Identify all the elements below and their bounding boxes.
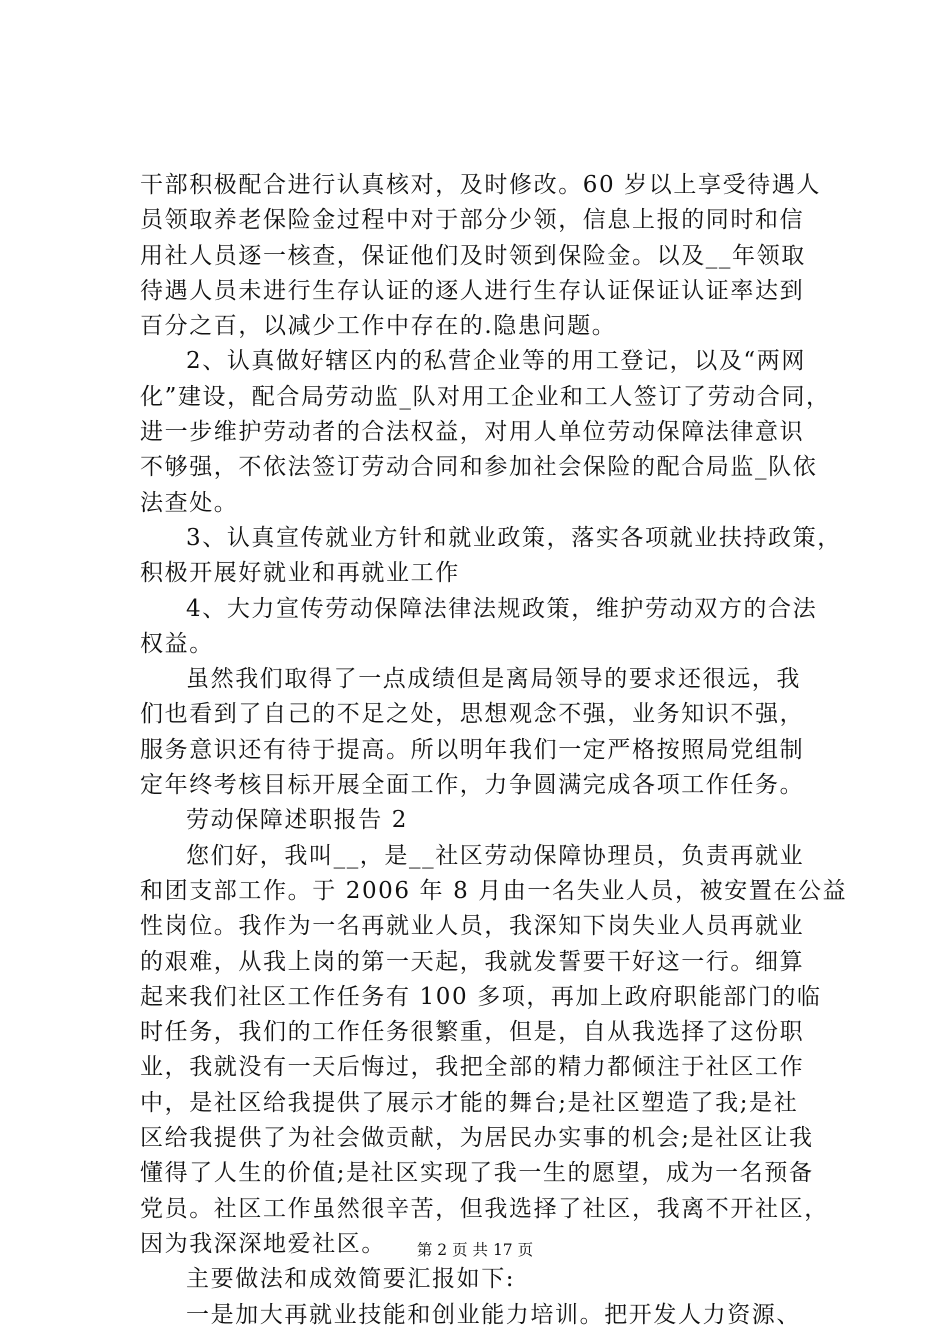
text-line: 2、认真做好辖区内的私营企业等的用工登记，以及“两网 [186, 348, 806, 375]
text-line: 主要做法和成效简要汇报如下: [186, 1266, 516, 1293]
text-line: 虽然我们取得了一点成绩但是离局领导的要求还很远，我 [186, 666, 801, 693]
text-line: 用社人员逐一核查，保证他们及时领到保险金。以及__年领取 [140, 242, 806, 269]
text-line: 定年终考核目标开展全面工作，力争圆满完成各项工作任务。 [140, 772, 805, 799]
text-line: 进一步维护劳动者的合法权益，对用人单位劳动保障法律意识 [140, 419, 805, 446]
text-line: 和团支部工作。于 2006 年 8 月由一名失业人员，被安置在公益 [140, 877, 848, 904]
text-line: 们也看到了自己的不足之处，思想观念不强，业务知识不强， [140, 701, 805, 728]
text-line: 党员。社区工作虽然很辛苦，但我选择了社区，我离不开社区， [140, 1195, 829, 1222]
text-line: 性岗位。我作为一名再就业人员，我深知下岗失业人员再就业 [140, 913, 805, 940]
page-number-footer: 第 2 页 共 17 页 [416, 1241, 534, 1259]
text-line: 不够强，不依法签订劳动合同和参加社会保险的配合局监_队依 [140, 454, 818, 481]
text-line: 权益。 [140, 630, 214, 657]
text-line: 区给我提供了为社会做贡献，为居民办实事的机会;是社区让我 [140, 1125, 814, 1152]
text-line: 百分之百，以减少工作中存在的.隐患问题。 [140, 313, 617, 340]
text-line: 化”建设，配合局劳动监_队对用工企业和工人签订了劳动合同， [140, 383, 831, 410]
text-line: 的艰难，从我上岗的第一天起，我就发誓要干好这一行。细算 [140, 948, 805, 975]
text-line: 您们好，我叫__，是__社区劳动保障协理员，负责再就业 [186, 842, 805, 869]
text-line: 因为我深深地爱社区。 [140, 1230, 386, 1257]
text-line: 员领取养老保险金过程中对于部分少领，信息上报的同时和信 [140, 207, 805, 234]
text-line: 业，我就没有一天后悔过，我把全部的精力都倾注于社区工作 [140, 1054, 805, 1081]
text-line: 积极开展好就业和再就业工作 [140, 560, 460, 587]
text-line: 一是加大再就业技能和创业能力培训。把开发人力资源、 [186, 1301, 801, 1328]
text-line: 懂得了人生的价值;是社区实现了我一生的愿望，成为一名预备 [140, 1160, 814, 1187]
section-heading: 劳动保障述职报告 2 [186, 807, 408, 834]
text-line: 服务意识还有待于提高。所以明年我们一定严格按照局党组制 [140, 736, 805, 763]
document-body [140, 168, 860, 1333]
text-line: 4、大力宣传劳动保障法律法规政策，维护劳动双方的合法 [186, 595, 818, 622]
text-line: 待遇人员未进行生存认证的逐人进行生存认证保证认证率达到 [140, 277, 805, 304]
text-line: 干部积极配合进行认真核对，及时修改。60 岁以上享受待遇人 [140, 172, 821, 198]
text-line: 时任务，我们的工作任务很繁重，但是，自从我选择了这份职 [140, 1019, 805, 1046]
text-line: 中，是社区给我提供了展示才能的舞台;是社区塑造了我;是社 [140, 1089, 799, 1116]
text-line: 起来我们社区工作任务有 100 多项，再加上政府职能部门的临 [140, 983, 822, 1010]
text-line: 3、认真宣传就业方针和就业政策，落实各项就业扶持政策， [186, 524, 842, 551]
text-line: 法查处。 [140, 489, 239, 516]
